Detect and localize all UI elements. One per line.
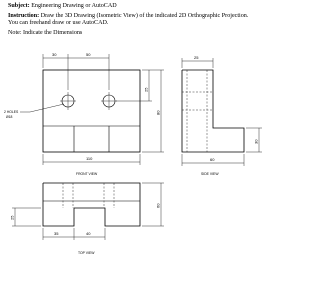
holes-leader [20,104,64,112]
side-view-dimensions [182,58,262,166]
top-view [10,183,165,255]
front-view [4,52,164,176]
top-dim-left: 25 [9,215,15,220]
holes-label: 2 HOLES [4,110,19,114]
instruction-line-2: You can freehand draw or use AutoCAD. [8,20,109,26]
side-dim-width: 60 [210,157,215,162]
top-view-caption: TOP VIEW [78,251,95,255]
top-view-hidden-lines [63,183,114,208]
side-view-caption: SIDE VIEW [201,172,219,176]
side-dim-height: 30 [253,139,259,144]
holes-size: Ø18 [6,115,13,119]
front-dim-right: 25 [143,87,149,92]
top-view-outline [43,183,140,226]
subject-value: Engineering Drawing or AutoCAD [31,3,117,9]
note-line: Note: Indicate the Dimensions [8,30,83,36]
top-dim-slot-left: 35 [54,231,59,236]
side-view-hidden-lines [182,70,213,152]
front-view-outline [43,70,140,152]
front-dim-height: 80 [155,110,161,115]
instruction-text: Draw the 3D Drawing (Isometric View) of the indicated 2D Orthographic Projection. [40,13,249,19]
front-dim-top-right: 50 [86,52,91,57]
side-view-outline [182,70,244,152]
front-view-caption: FRONT VIEW [76,172,98,176]
front-view-top-dimensions [43,54,109,90]
top-dim-slot: 40 [86,231,91,236]
side-view [182,55,262,176]
front-dim-width: 110 [86,156,93,161]
subject-label: Subject: [8,3,30,9]
front-dim-top-left: 30 [52,52,57,57]
top-dim-height: 60 [155,203,161,208]
side-dim-top: 25 [194,55,199,60]
instruction-label: Instruction: [8,13,40,19]
front-view-centerlines [60,92,117,110]
